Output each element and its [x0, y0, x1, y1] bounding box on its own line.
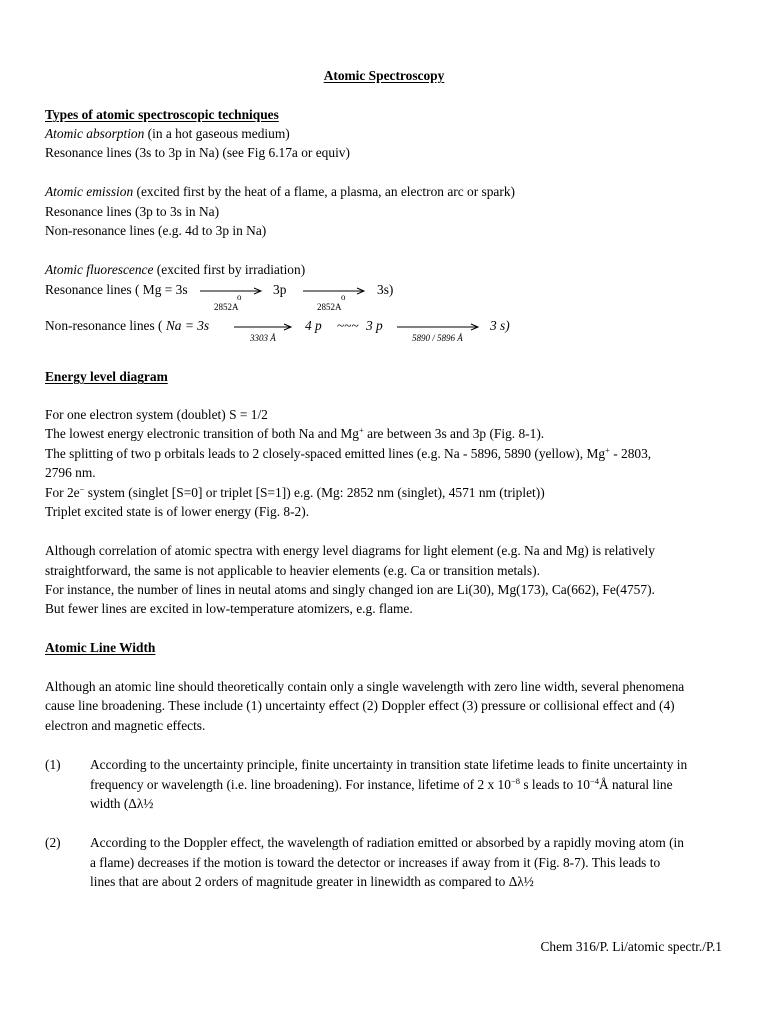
absorption-desc: (in a hot gaseous medium): [144, 126, 290, 141]
superscript-plus: +: [358, 425, 364, 435]
absorption-term: Atomic absorption: [45, 126, 145, 141]
arrow-icon: [303, 285, 367, 299]
energy-line-4: 2796 nm.: [45, 465, 96, 480]
absorption-resonance: Resonance lines (3s to 3p in Na) (see Fig 6.17a or equiv): [45, 145, 350, 160]
page-footer: Chem 316/P. Li/atomic spectr./P.1: [540, 939, 722, 954]
page-title: Atomic Spectroscopy: [323, 68, 445, 83]
emission-resonance: Resonance lines (3p to 3s in Na): [45, 204, 220, 219]
energy-para-2: straightforward, the same is not applicable to heavier elements (e.g. Ca or transition metals).: [45, 563, 540, 578]
nonresonance-3p: 3 p: [366, 318, 383, 333]
fluorescence-desc: (excited first by irradiation): [153, 262, 306, 277]
fluorescence-resonance-prefix: Resonance lines ( Mg = 3s: [45, 282, 188, 297]
linewidth-intro-2: cause line broadening. These include (1) uncertainty effect (2) Doppler effect (3) pressure or collisional effect and (4): [45, 698, 675, 713]
fluorescence-line: [45, 262, 305, 278]
energy-para-3: For instance, the number of lines in neutal atoms and singly changed ion are Li(30), Mg(173), Ca(662), Fe(4757).: [45, 582, 655, 597]
item-number-2: (2): [45, 835, 61, 850]
section-heading-energy: Energy level diagram: [45, 369, 168, 384]
energy-line-5: For 2e− system (singlet [S=0] or triplet [S=1]) e.g. (Mg: 2852 nm (singlet), 4571 nm (triplet)): [45, 484, 545, 500]
energy-line-6: Triplet excited state is of lower energy (Fig. 8-2).: [45, 504, 310, 519]
section-heading-linewidth: Atomic Line Width: [45, 640, 156, 655]
emission-nonresonance: Non-resonance lines (e.g. 4d to 3p in Na): [45, 223, 267, 238]
angstrom-ring: o: [237, 292, 242, 302]
superscript-minus: −: [79, 484, 85, 494]
nonresonance-end: 3 s): [490, 318, 510, 333]
arrow-icon: [200, 285, 264, 299]
linewidth-item-2: According to the Doppler effect, the wavelength of radiation emitted or absorbed by a rapidly moving atom (in a flame) decreases if the motion is toward the detector or increases if away from it (Fig. 8-7). This leads to lines that are about 2 orders of magnitude greater in linewidth as compared to Δλ½: [90, 835, 684, 889]
resonance-label-1: 2852A: [214, 302, 239, 312]
nonresonance-label-2: 5890 / 5896 Å: [412, 333, 463, 343]
energy-para-4: But fewer lines are excited in low-temperature atomizers, e.g. flame.: [45, 601, 413, 616]
emission-desc: (excited first by the heat of a flame, a plasma, an electron arc or spark): [133, 184, 515, 199]
nonresonance-label-1: 3303 Å: [250, 333, 276, 343]
fluorescence-nonresonance: [45, 318, 209, 334]
linewidth-intro-1: Although an atomic line should theoretically contain only a single wavelength with zero line width, several phenomena: [45, 679, 685, 694]
item-number-1: (1): [45, 757, 61, 772]
energy-line-3: The splitting of two p orbitals leads to 2 closely-spaced emitted lines (e.g. Na - 5896, 5890 (yellow), Mg+ - 2803,: [45, 445, 652, 461]
nonresonance-na: Na = 3s: [165, 318, 210, 333]
resonance-label-2: 2852A: [317, 302, 342, 312]
angstrom-ring: o: [341, 292, 346, 302]
emission-term: Atomic emission: [45, 184, 134, 199]
nonresonance-4p: 4 p: [305, 318, 322, 333]
absorption-line: [45, 126, 290, 142]
superscript-plus: +: [605, 445, 610, 455]
linewidth-intro-3: electron and magnetic effects.: [45, 718, 206, 733]
energy-line-1: For one electron system (doublet) S = 1/2: [45, 407, 268, 422]
nonresonance-tilde: ~~~: [337, 318, 359, 333]
energy-para-1: Although correlation of atomic spectra with energy level diagrams for light element (e.g. Na and Mg) is relatively: [45, 543, 655, 558]
linewidth-item-1: According to the uncertainty principle, finite uncertainty in transition state lifetime leads to finite uncertainty in frequency or wavelength (i.e. line broadening). For instance, lifetime of 2 x $10^{-8}$ s leads to $10^{-4}Å$ natural line width (Δλ½: [90, 757, 688, 811]
energy-line-2: The lowest energy electronic transition of both Na and Mg+ are between 3s and 3p (Fig. 8-1).: [45, 425, 545, 441]
emission-line: [45, 184, 515, 200]
section-heading-types: Types of atomic spectroscopic techniques: [45, 107, 279, 122]
nonresonance-prefix: Non-resonance lines (: [45, 318, 163, 333]
fluorescence-term: Atomic fluorescence: [45, 262, 154, 277]
fluorescence-resonance-end: 3s): [377, 282, 394, 297]
fluorescence-resonance-mid: 3p: [273, 282, 287, 297]
